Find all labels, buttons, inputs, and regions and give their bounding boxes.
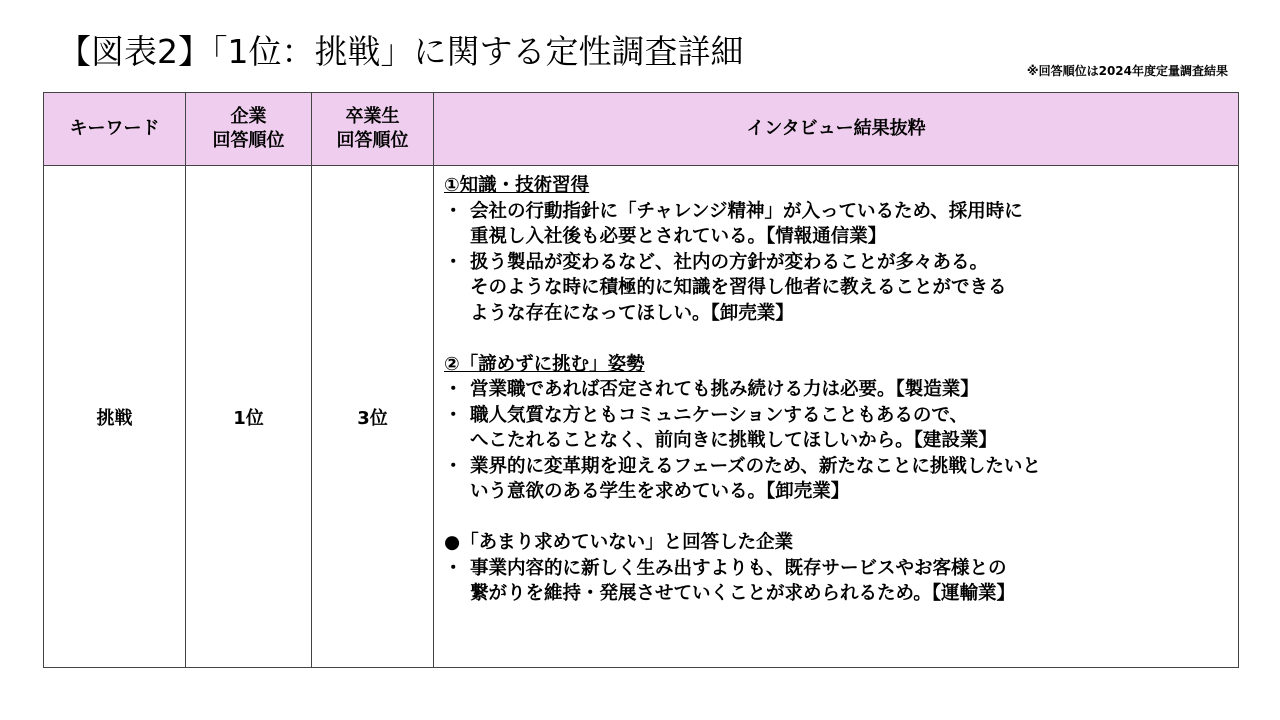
item-line: 会社の行動指針に「チャレンジ精神」が入っているため、採用時に — [470, 200, 1023, 222]
list-item — [444, 556, 1228, 607]
cell-keyword: 挑戦 — [44, 166, 186, 668]
header-graduate-rank — [312, 93, 434, 166]
item-line: 業界的に変革期を迎えるフェーズのため、新たなことに挑戦したいと — [470, 455, 1041, 477]
table-row — [44, 166, 1239, 668]
item-line: へこたれることなく、前向きに挑戦してほしいから。【建設業】 — [470, 430, 997, 451]
bullet-mark: ・ — [444, 200, 463, 222]
header-graduate-rank-line2: 回答順位 — [336, 130, 409, 151]
item-line: 重視し入社後も必要とされている。【情報通信業】 — [470, 226, 887, 247]
item-line: ような存在になってほしい。【卸売業】 — [470, 302, 794, 324]
bullet-mark: ・ — [444, 557, 463, 579]
list-item — [444, 403, 1228, 454]
list-item — [444, 454, 1228, 505]
item-line: 営業職であれば否定されても挑み続ける力は必要。【製造業】 — [470, 379, 979, 400]
section-knowledge — [444, 173, 1228, 326]
bullet-mark: ・ — [444, 455, 463, 477]
header-company-rank-line2: 回答順位 — [212, 130, 285, 151]
section-heading: ●「あまり求めていない」と回答した企業 — [444, 532, 794, 553]
section-persistence — [444, 352, 1228, 505]
bullet-mark: ・ — [444, 251, 463, 273]
item-line: そのような時に積極的に知識を習得し他者に教えることができる — [470, 277, 1007, 298]
cell-interview-excerpt — [434, 166, 1239, 668]
list-item — [444, 250, 1228, 327]
item-line: 職人気質な方ともコミュニケーションすることもあるので、 — [470, 404, 969, 426]
header-company-rank-line1: 企業 — [230, 106, 267, 127]
section-heading: ②「諦めずに挑む」姿勢 — [444, 353, 645, 375]
cell-company-rank: 1位 — [186, 166, 312, 668]
list-item — [444, 199, 1228, 250]
ranking-source-note: ※回答順位は2024年度定量調査結果 — [1026, 64, 1228, 78]
header-interview: インタビュー結果抜粋 — [434, 93, 1239, 166]
table-header-row — [44, 93, 1239, 166]
list-item — [444, 377, 1228, 403]
header-graduate-rank-line1: 卒業生 — [345, 106, 400, 127]
cell-graduate-rank: 3位 — [312, 166, 434, 668]
bullet-mark: ・ — [444, 404, 463, 426]
section-not-sought — [444, 530, 1228, 607]
header-company-rank — [186, 93, 312, 166]
header-keyword: キーワード — [44, 93, 186, 166]
section-heading: ①知識・技術習得 — [444, 175, 590, 196]
item-line: 事業内容的に新しく生み出すよりも、既存サービスやお客様との — [470, 557, 1007, 579]
item-line: 繋がりを維持・発展させていくことが求められるため。【運輸業】 — [470, 583, 1016, 604]
page-title: 【図表2】「1位：挑戦」に関する定性調査詳細 — [58, 32, 744, 71]
interview-detail-table — [43, 92, 1239, 668]
item-line: いう意欲のある学生を求めている。【卸売業】 — [470, 481, 850, 502]
bullet-mark: ・ — [444, 379, 463, 400]
item-line: 扱う製品が変わるなど、社内の方針が変わることが多々ある。 — [470, 251, 989, 273]
